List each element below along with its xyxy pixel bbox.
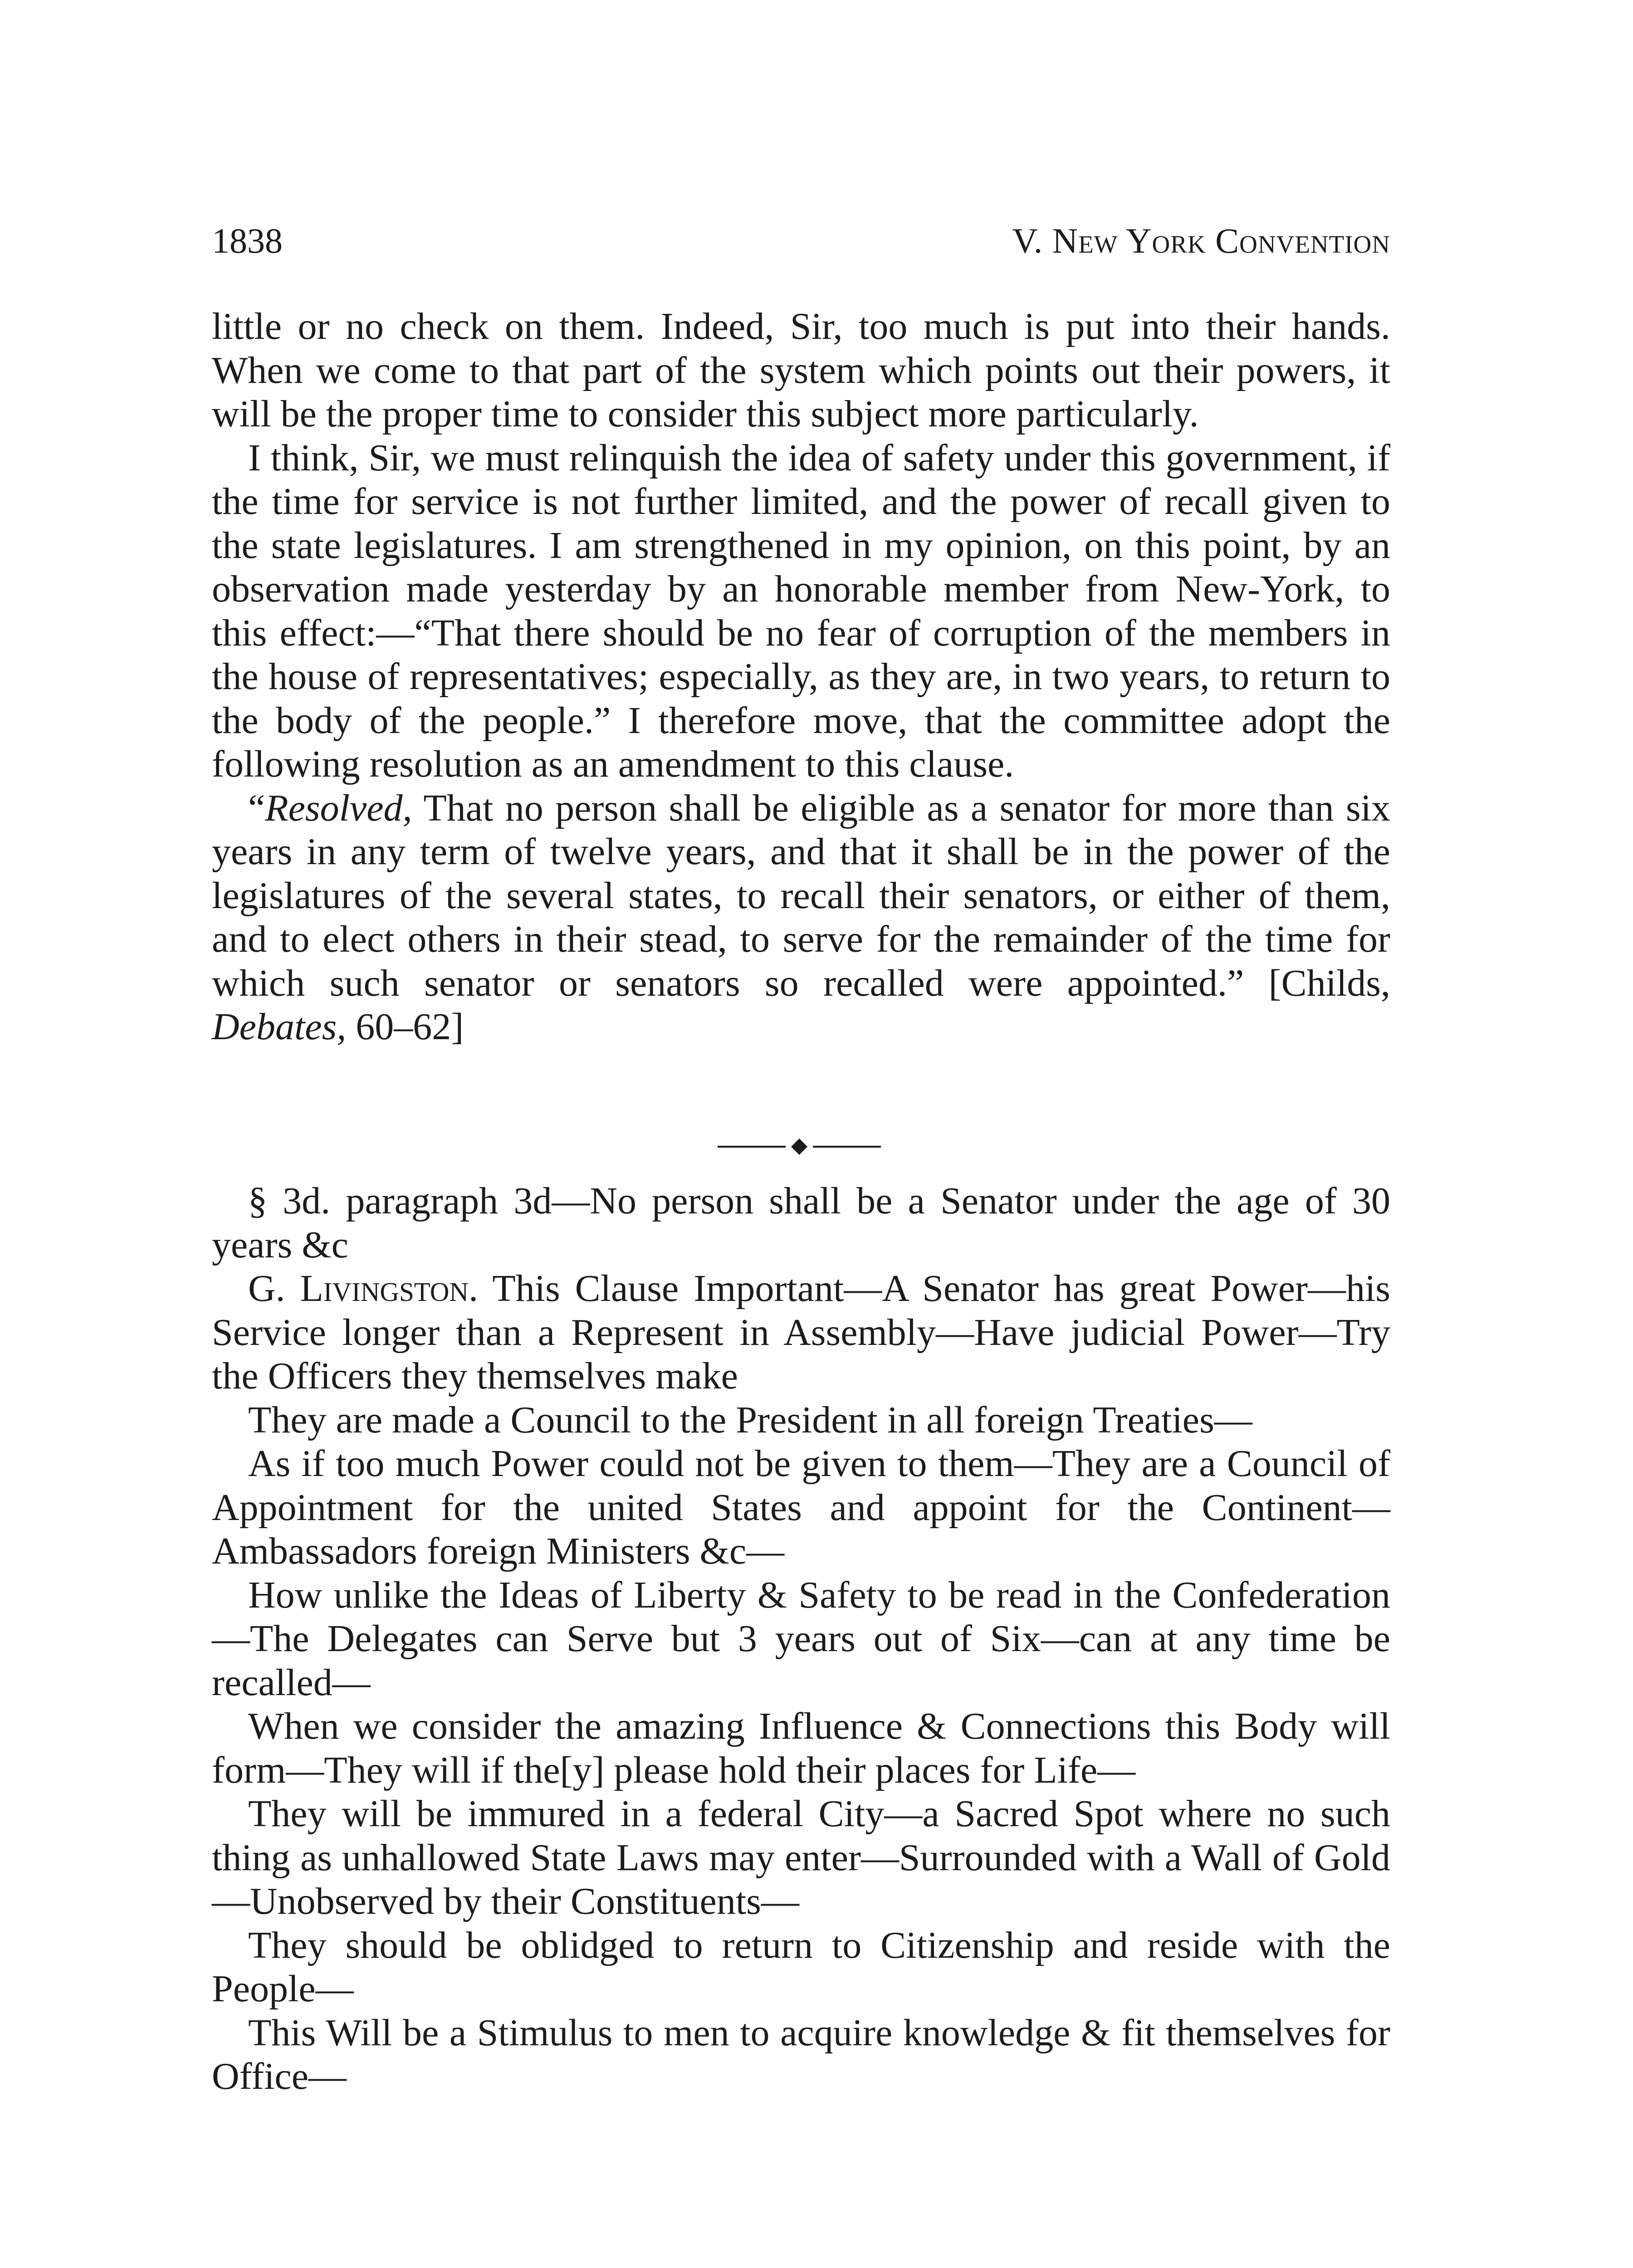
upper-text-block xyxy=(212,305,1390,1049)
speaker-name: G. Livingston. xyxy=(248,1267,478,1310)
resolved-word: Resolved, xyxy=(265,787,412,829)
paragraph-stimulus: This Will be a Stimulus to men to acquire knowledge & fit themselves for Office— xyxy=(212,2011,1390,2097)
page-number: 1838 xyxy=(212,221,283,260)
paragraph-confederation: How unlike the Ideas of Liberty & Safety to be read in the Confederation—The Delegates can Serve but 3 years out of Six—can at any time be recalled— xyxy=(212,1574,1390,1704)
citation-pages: 60–62] xyxy=(346,1006,464,1048)
paragraph-citizenship: They should be oblidged to return to Citizenship and reside with the People— xyxy=(212,1924,1390,2010)
lower-text-block xyxy=(212,1179,1390,2099)
open-quote: “ xyxy=(248,787,265,829)
paragraph-continuation: little or no check on them. Indeed, Sir, too much is put into their hands. When we come to that part of the system which points out their powers, it will be the proper time to consider this subject more particularly. xyxy=(212,305,1390,435)
section-divider-ornament xyxy=(718,1138,881,1156)
paragraph-council: They are made a Council to the President in all foreign Treaties— xyxy=(248,1398,1252,1441)
paragraph-appointment: As if too much Power could not be given to them—They are a Council of Appointment for the united States and appoint for the Continent—Ambassadors foreign Ministers &c— xyxy=(212,1442,1390,1572)
section-title: V. New York Convention xyxy=(1012,221,1390,260)
paragraph-livingston xyxy=(212,1267,1390,1398)
livingston-text: This Clause Important—A Senator has great Power—his Service longer than a Represent in Assembly—Have judicial Power—Try the Officers they themselves make xyxy=(212,1267,1390,1397)
paragraph-influence: When we consider the amazing Influence & Connections this Body will form—They will if the[y] please hold their places for Life— xyxy=(212,1705,1390,1791)
paragraph-section-3d: § 3d. paragraph 3d—No person shall be a Senator under the age of 30 years &c xyxy=(212,1180,1390,1266)
paragraph-federal-city: They will be immured in a federal City—a Sacred Spot where no such thing as unhallowed State Laws may enter—Surrounded with a Wall of Gold—Unobserved by their Constituents— xyxy=(212,1793,1390,1922)
paragraph-resolution xyxy=(212,787,1390,1049)
paragraph-relinquish: I think, Sir, we must relinquish the idea of safety under this government, if the time for service is not further limited, and the power of recall given to the state legislatures. I am strengthened in my opinion, on this point, by an observation made yesterday by an honorable member from New-York, to this effect:—“That there should be no fear of corruption of the members in the house of representatives; especially, as they are, in two years, to return to the body of the people.” I therefore move, that the committee adopt the following resolution as an amendment to this clause. xyxy=(212,436,1390,785)
running-head xyxy=(212,220,1390,261)
resolution-text: That no person shall be eligible as a senator for more than six years in any term of twelve years, and that it shall be in the power of the legislatures of the several states, to recall their senators, or either of them, and to elect others in their stead, to serve for the remainder of the time for which such senator or senators so recalled were appointed.” [Childs, xyxy=(212,787,1390,1004)
debates-title: Debates, xyxy=(212,1006,347,1048)
